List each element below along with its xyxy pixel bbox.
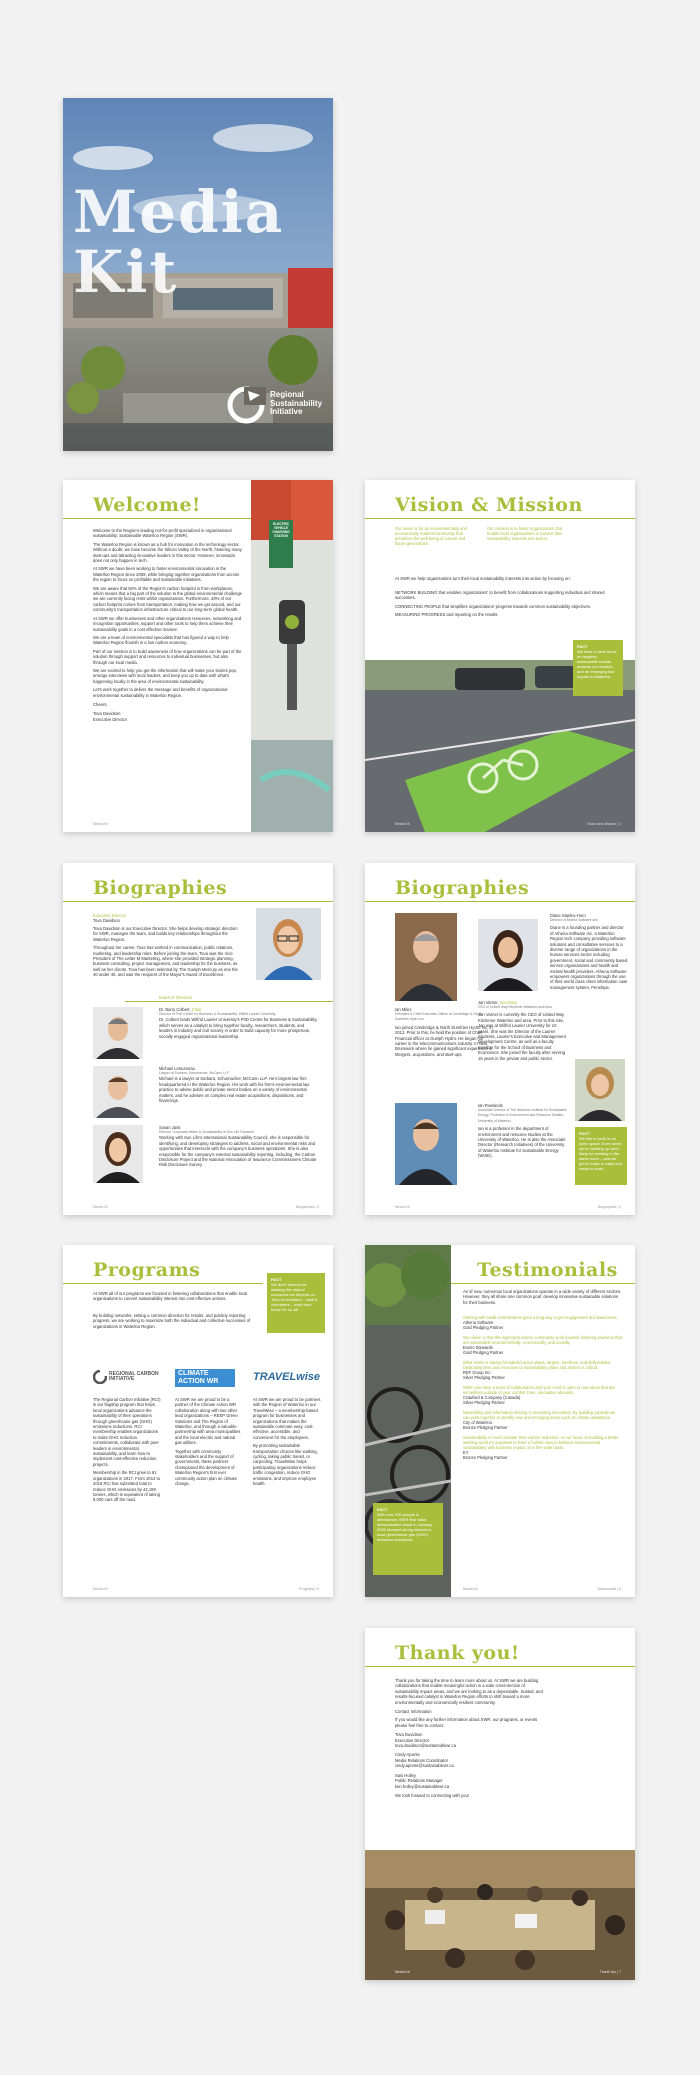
logo-text-line3: Initiative (270, 407, 303, 416)
cover-page (63, 98, 333, 451)
rci-logo (93, 1370, 161, 1384)
program-col-2 (175, 1397, 243, 1487)
testimonial-quote: What works is having formalized action plans, targets, timelines, and deliverables. Dedicating time and resources to sustainability plans and actions is critical. (463, 1360, 612, 1370)
testimonials-intro: As of now, numerous local organizations operate in a wide variety of different sectors. However, they all share one common goal: develop innovative sustainable solutions for their business. (463, 1289, 622, 1305)
testimonial-org: Enviro Stewards (463, 1345, 493, 1350)
program-text: At SWR we are proud to be partners with the Region of Waterloo in our TravelWise – a membership-based program for businesses and organizations that makes the sustainable commute easy, cost-effective, accessible, and convenient for the employees. (253, 1397, 321, 1440)
logo-text-line2: Sustainability (270, 398, 323, 408)
testimonial-quote: Our vision is that the regional business community work towards fostering practices that are sustainable environmentally, economically, and socially. (463, 1335, 622, 1345)
lead-role: Executive Director (93, 913, 127, 918)
member-name: Dr. Barry Colbert, Chair (159, 1007, 202, 1012)
testimonials-page (365, 1245, 635, 1597)
testimonial-org: Athena Software (463, 1320, 494, 1325)
contact-role: Public Relations Manager (395, 1778, 443, 1784)
stanley-horn-portrait (478, 919, 538, 991)
tova-portrait (256, 908, 321, 980)
janti-portrait (93, 1125, 143, 1183)
fact-text: We like to work in an open space. Even when we're meeting up we'd likely be working in the same room – and we get to make a really nice ready to work. (579, 1136, 623, 1171)
person-role: Director of Athena Software and (550, 918, 599, 922)
welcome-signer-name: Tova Davidson (93, 711, 121, 717)
vision-point: CONNECTING PEOPLE that simplifies organizations' progress towards common sustainability objectives. (395, 603, 592, 609)
rsi-logo-icon (226, 385, 266, 425)
title-rule (451, 1283, 635, 1284)
board-label: Board of Directors (159, 995, 192, 1000)
fact-text: We don't need to be wasting the natural resources we depend on. Tons of members – staff & volunteers – work from home for us all! (271, 1282, 318, 1312)
vision-footer-left: Media Kit (395, 822, 410, 826)
person-role: President & Chief Executive Officer at Cambridge & North Dumfries Hydro Inc. (395, 1012, 482, 1022)
climate-action-logo-text: CLIMATE ACTION WR (178, 1370, 219, 1385)
person-role: Associate Director of The Waterloo Institute for Sustainable Energy; Professor in Environment and Resource Studies, University of Waterloo (478, 1108, 567, 1123)
contact-label: Contact Information (395, 1709, 432, 1715)
welcome-para-6: We are a team of environmental specialists that has figured a way to help Waterloo Region flourish in a low carbon economy. (93, 634, 229, 646)
testimonials-footer-right: Testimonials | 6 (596, 1587, 621, 1591)
vision-point: NETWORK BUILDING that enables organizations' to benefit from collaborations supporting individual and shared successes. (395, 590, 605, 601)
member-text: Michael is a lawyer at Sorbara, Schumacher, McCann LLP. He's largest law firm headquartered in the Waterloo Region. His work with his firm's environmental law practice to advise public and private sector bodies on a variety of environmental matters, and he advises on complex real estate acquisitions, dispositions, and financings. (159, 1076, 310, 1104)
program-col-3 (253, 1397, 321, 1487)
testimonial-quote: Sustainability is much broader than carbon reduction. As we focus on building a better working world it's important to have a holistic view to balance environmental sustainability with business impact on a firm-wide basis. (463, 1435, 619, 1450)
testimonial-item (463, 1410, 623, 1430)
bio1-footer-right: Biographies | 3 (295, 1205, 319, 1209)
contact-card (395, 1773, 545, 1789)
testimonials-title: Testimonials (477, 1259, 618, 1281)
contact-card (395, 1732, 545, 1748)
contact-name: Sasi Holley (395, 1772, 416, 1778)
testimonial-org: REF Group Inc. (463, 1370, 492, 1375)
welcome-para-5: At SWR we offer businesses and other organizations resources, networking and recognition opportunities, support and other tools to help them achieve their sustainability goals in a cost effective manner. (93, 615, 242, 632)
person-org: CEO of United Way Kitchener Waterloo and Area (478, 1005, 552, 1009)
welcome-para-4: We are aware that 50% of the Region's carbon footprint is from workplaces, which means that a big part of the solution to the global environmental challenge we are currently facing rests within organizations. Furthermore, 40% of our carbon footprint comes from transportation, making how we get around, and our community's transportation infrastructure critical to our long-term global health. (93, 585, 242, 613)
welcome-para-7: Part of our mission is to build awareness of how organizations can be part of the solution through support and resources to individual businesses, but also through our local media. (93, 648, 242, 665)
board-rule (125, 1001, 333, 1002)
ev-charger-photo (251, 480, 333, 832)
testimonial-item (463, 1335, 623, 1355)
rci-logo-icon (93, 1370, 107, 1384)
fact-label: FACT (377, 1507, 388, 1512)
person-4 (478, 1103, 568, 1159)
testimonial-level: Bronze Pledging Partner (463, 1455, 508, 1460)
testimonial-level: Silver Pledging Partner (463, 1400, 505, 1405)
rci-logo-text: REGIONAL CARBON INITIATIVE (109, 1370, 159, 1382)
fact-label: FACT (271, 1277, 282, 1282)
program-text: At SWR we are proud to be a partner of the Climate Action WR collaboration along with two other lead organizations – REEP Green Solutions and The Region of Waterloo, and through a valuable partnership with area municipalities and the local electric and natural gas utilities. (175, 1397, 241, 1446)
testimonial-item (463, 1435, 623, 1460)
fact-label: FACT (579, 1131, 590, 1136)
testimonial-quote: Starting with small commitments goes a long way to get engagement and awareness. (463, 1315, 618, 1320)
member-org: Director of PhD Centre for Business & Sustainability, Wilfrid Laurier University (159, 1012, 276, 1016)
contact-name: Tova Davidson (395, 1732, 423, 1738)
program-text: By promoting sustainable transportation choices like walking, cycling, taking public transit, or carpooling, TravelWise helps participating organizations reduce traffic congestion, reduce GHG emissions, and improve employee health. (253, 1443, 318, 1487)
testimonial-quote: When you have a team of collaborators and your mind is open to new ideas that are sometimes outside of your comfort zone, innovation abounds. (463, 1385, 615, 1395)
person-name: Ian Rowlands (478, 1103, 503, 1108)
person-name: Diane Stanley-Horn (550, 913, 586, 918)
climate-action-logo (175, 1369, 235, 1387)
testimonial-level: Gold Pledging Partner (463, 1325, 504, 1330)
vision-point: MEASURING PROGRESS and reporting on the results. (395, 612, 499, 618)
title-rule (365, 1666, 635, 1667)
biographies-page-2 (365, 863, 635, 1215)
title-rule (365, 901, 635, 902)
lead-name: Tova Davidson (93, 918, 120, 923)
mission-statement: Our mission is to foster organizations that enable local organizations to convert their sustainability interests into action. (487, 526, 563, 541)
title-rule (365, 518, 635, 519)
lead-bio (93, 913, 243, 978)
fact-label: FACT (577, 644, 588, 649)
person-name: Jan Varner, Secretary (478, 1000, 518, 1005)
welcome-title: Welcome! (93, 494, 201, 516)
programs-title: Programs (93, 1259, 201, 1281)
testimonials-fact-box (373, 1503, 443, 1575)
ev-sign-text: ELECTRIC VEHICLE CHARGING STATION (272, 522, 290, 538)
vision-intro: At SWR we help organizations turn their local sustainability interests into action by focusing on: (395, 576, 571, 581)
cover-title-line1: Media (73, 178, 285, 246)
board-member-1 (159, 1007, 319, 1039)
welcome-page (63, 480, 333, 832)
testimonial-org: Crawford & Company (Canada) (463, 1395, 521, 1400)
board-member-2 (159, 1066, 319, 1103)
member-name: Susan Janti (159, 1125, 181, 1130)
program-text: The Regional Carbon Initiative (RCI) is our flagship program that helps local organizations advance the sustainability of their operations through greenhouse gas (GHG) emissions reductions. RCI membership enables organizations to make GHG reduction commitments, collaborate with peer leaders in environmental sustainability, and learn how to implement cost-effective reduction projects. (93, 1397, 161, 1467)
testimonial-item (463, 1360, 623, 1380)
vision-title: Vision & Mission (395, 494, 583, 516)
title-rule (63, 1283, 263, 1284)
welcome-para-8: We are excited to help you get the information that will make your stories pop, arrange interviews with local leaders, and keep you up to date with what's happening locally in the area of environmental sustainability. (93, 667, 238, 684)
fact-text: With over 200 people in attendance, SWR first value demonstrated result in January, 2009 showed strong interest in local greenhouse gas (GHG) emission reductions. (377, 1512, 433, 1542)
testimonial-level: Gold Pledging Partner (463, 1350, 504, 1355)
person-3 (478, 1000, 568, 1061)
programs-intro: At SWR all of our programs are focused in fostering collaborations that enable local organizations to convert sustainability interest into cost effective actions. (93, 1291, 248, 1302)
programs-footer-right: Programs | 5 (299, 1587, 319, 1591)
program-text: Membership in the RCI grew to 61 organizations in 2017. From 2014 to 2016 RCI has submitted total to reduce GHG emissions by 42,199 tonnes, which is equivalent of taking 9,000 cars off the road. (93, 1470, 161, 1503)
vision-statement: Our vision is for an environmentally and economically resilient community that prioritizes the well-being of current and future generations. (395, 526, 467, 546)
cover-logo-text (270, 391, 322, 417)
person-text: Jan Varner is currently the CEO of United Way Kitchener Waterloo and area. Prior to this role, Jan was at Wilfrid Laurier University for 10 years. She was the Director of the Laurier Students, Laurier's Executive and Management Development Centre, as well as a faculty member for the School of Business and Economics. She joined the faculty after serving 15 years in the private and public sector. (478, 1012, 566, 1061)
welcome-para-9: Let's work together to deliver the message and benefits of organizational environmental sustainability in Waterloo Region. (93, 687, 228, 698)
rowlands-portrait (395, 1103, 457, 1185)
vision-page (365, 480, 635, 832)
testimonial-org: EY (463, 1450, 469, 1455)
bio1-title: Biographies (93, 877, 228, 899)
testimonial-item (463, 1315, 623, 1330)
bio1-footer-left: Media Kit (93, 1205, 108, 1209)
contact-intro: If you would like any further information about SWR, our programs, or events please feel free to contact: (395, 1717, 538, 1728)
colbert-portrait (93, 1007, 143, 1059)
person-text: Ian is a professor in the department of environment and resource studies at the University of Waterloo. He is also the Associate Director (Research Initiatives) of the University of Waterloo Institute for Sustainable Energy (WISE). (478, 1126, 566, 1159)
vision-fact-box (573, 640, 623, 696)
title-rule (63, 901, 333, 902)
meeting-room-photo (365, 1850, 635, 1980)
bio2-title: Biographies (395, 877, 530, 899)
thanks-para: Thank you for taking the time to learn more about us. At SWR we are building collaborations that enable meaningful action in a wide cross-section of sustainability impact areas, and we are looking to as a dependable, trusted, and results-focused catalyst in Waterloo Region efforts to shift toward a more environmentally and economically resilient community. (395, 1678, 543, 1705)
bio2-footer-right: Biographies | 4 (597, 1205, 621, 1209)
lead-text: Tova Davidson is our Executive Director. She helps develop strategic direction for SWR, manages the team, and builds key relationships throughout the Waterloo Region. (93, 926, 238, 942)
varner-portrait (575, 1059, 625, 1121)
person-name: Ian Miles (395, 1007, 412, 1012)
logo-text-line1: Regional (270, 390, 304, 399)
welcome-signer-role: Executive Director (93, 716, 127, 722)
contact-role: Executive Director (395, 1737, 429, 1743)
member-text: Dr. Colbert leads Wilfrid Laurier University's PhD Centre for Business & Sustainability, which serves as a catalyst to bring together faculty, researchers, students, and leaders in industry and civil society in order to build capacity for more prosperous, socially engaged organizational leadership. (159, 1017, 318, 1039)
thanks-body (395, 1678, 545, 1798)
letourneau-portrait (93, 1066, 143, 1118)
title-rule (63, 518, 251, 519)
programs-intro-2: By building networks, setting a common direction for results, and publicly reporting progress, we are working to maximize both the individual and collective successes of organizations in Waterloo Region. (93, 1313, 251, 1329)
testimonial-org: City of Waterloo (463, 1420, 492, 1425)
bio2-footer-left: Media Kit (395, 1205, 410, 1209)
thanks-title: Thank you! (395, 1642, 520, 1664)
contact-name: Cindy Aponte (395, 1752, 420, 1758)
welcome-para-3: At SWR we have been working to foster environmental innovation in the Waterloo Region since 2009, while bringing together organizations from across the region to focus on profitable and sustainable initiatives. (93, 566, 240, 583)
thank-you-page (365, 1628, 635, 1980)
contact-role: Media Relations Coordinator (395, 1757, 449, 1763)
programs-fact-box (267, 1273, 325, 1333)
testimonial-item (463, 1385, 623, 1405)
lead-text-2: Throughout her career, Tova has worked in communication, public relations, marketing, and leadership roles. Before joining the team, Tova was the Vice President of The Letter M Marketing, where she provided strategic planning, business consulting, project management, and leadership for the business, as well as her clients. Tova has been selected by The Guelph Mercury as one the 40 under 40, and was the recipient of the Mayor's Award of Excellence. (93, 945, 238, 978)
person-text: Diane is a founding partner and director of Athena Software Inc. a Waterloo Region tech company providing software solutions and consultative services to a diverse range of organizations in the human services sector including government, social and community based service organizations and health and mental health providers. Athena Software empowers organizations through the use of their world class client information case management system, Penelope. (550, 925, 628, 990)
testimonial-level: Silver Pledging Partner (463, 1375, 505, 1380)
member-text: Working with Sun Life's International Sustainability Council, she is responsible for identifying, and developing strategies to address, social and environmental risks and opportunities that intersects with the company's business operations. She is also responsible for the company's external sustainability reporting, including, the Carbon Disclosure Project and the National Association of Insurance Commissioners Climate Risk Disclosure Survey. (159, 1135, 317, 1168)
thanks-footer-right: Thank You | 7 (599, 1970, 621, 1974)
programs-page (63, 1245, 333, 1597)
welcome-para-2: The Waterloo Region is known as a hub for innovation in the technology sector. Without a doubt, we have become the Silicon Valley of the North, fostering many start-ups and attracting innovative leaders in this sector. However, innovation does not only happen in tech. (93, 541, 242, 564)
contact-email[interactable]: tova.davidson@sustainablewr.ca (395, 1743, 457, 1749)
testimonial-list (463, 1315, 623, 1460)
person-text: Ian joined Cambridge & North Dumfries Hydro Inc. in 2012. Prior to this, he held the position of Chief Financial officer at Guelph Hydro. He began his career in the telecommunications industry. In New Brunswick where he gained significant experience in Mergers, acquisitions, and start-ups. (395, 1024, 493, 1057)
contact-card (395, 1752, 545, 1768)
vision-points (395, 590, 610, 618)
programs-footer-left: Media Kit (93, 1587, 108, 1591)
bio2-fact-box (575, 1127, 627, 1185)
contact-email[interactable]: cindy.aponte@sustainablewr.ca (395, 1763, 454, 1769)
thanks-closing: We look forward to connecting with you! (395, 1792, 469, 1798)
board-member-3 (159, 1125, 319, 1168)
testimonials-footer-left: Media Kit (463, 1587, 478, 1591)
miles-portrait (395, 913, 457, 1001)
member-org: Director, Corporate Affairs & Sustainability at Sun Life Financial (159, 1130, 254, 1134)
fact-text: We have a clear focus on tangible, measurable results towards our mission, and an emerging low impact in Waterloo. (577, 649, 617, 679)
program-text: Together with community stakeholders and the support of governments, these partners championed the development of Waterloo Region's first ever community action plan on climate change. (175, 1448, 237, 1487)
program-col-1 (93, 1397, 161, 1503)
biographies-page-1 (63, 863, 333, 1215)
person-2 (550, 913, 628, 990)
testimonial-quote: Networking and information sharing is promoting innovation. By building capacity we can work together to identify new and emerging areas such as climate adaptation. (463, 1410, 616, 1420)
testimonial-level: Bronze Pledging Partner (463, 1425, 508, 1430)
member-name: Michael Letourneau (159, 1066, 195, 1071)
thanks-footer-left: Media Kit (395, 1970, 410, 1974)
welcome-para-1: Welcome to the Region's leading not-for-profit specialized in organizational sustainability: Sustainable Waterloo Region (SWR). (93, 528, 232, 539)
cover-title-line2: Kit (73, 238, 179, 306)
welcome-body (93, 528, 243, 722)
contact-email[interactable]: ken.holley@sustainablewr.ca (395, 1783, 450, 1789)
vision-footer-right: Vision and Mission | 2 (587, 822, 621, 826)
member-org: Lawyer at Sorbara, Schumacher, McCann LLP (159, 1071, 229, 1075)
travelwise-logo: TRAVELwise (253, 1371, 321, 1383)
welcome-signoff: Cheers, (93, 701, 108, 707)
welcome-footer: Media Kit (93, 822, 108, 826)
